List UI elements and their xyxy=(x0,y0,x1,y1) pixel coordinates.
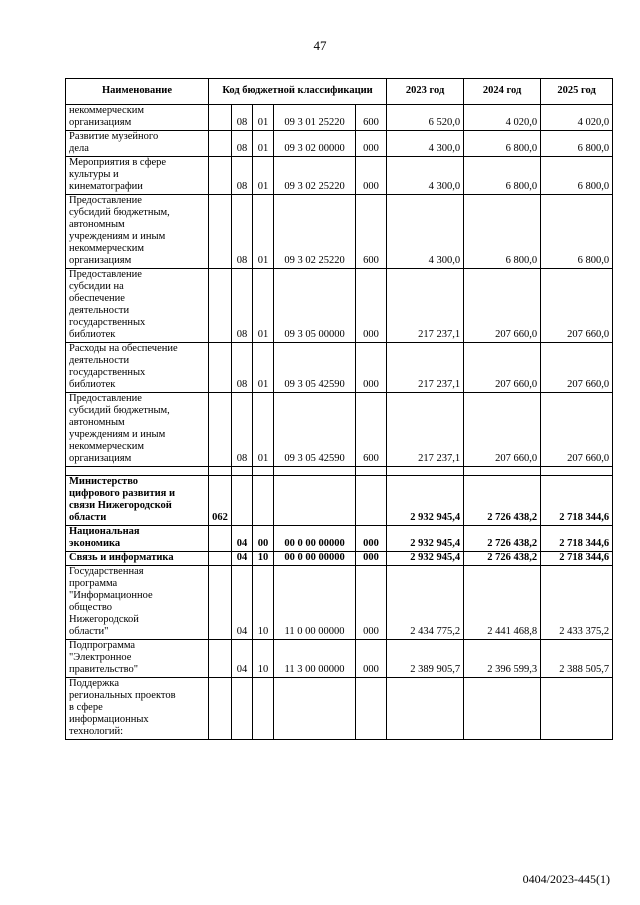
cell-department-code xyxy=(209,393,232,467)
cell-name: Расходы на обеспечение деятельности государственных библиотек xyxy=(66,343,209,393)
cell-subsection-code: 01 xyxy=(253,131,274,157)
cell-department-code xyxy=(209,552,232,566)
cell-department-code xyxy=(209,195,232,269)
cell-expense-type xyxy=(356,476,387,526)
cell-amount-2023: 4 300,0 xyxy=(387,157,464,195)
table-row xyxy=(66,157,613,195)
cell-department-code xyxy=(209,269,232,343)
header-2023: 2023 год xyxy=(387,79,464,105)
cell-section-code: 08 xyxy=(232,131,253,157)
header-2024: 2024 год xyxy=(464,79,541,105)
cell-amount-2023: 2 389 905,7 xyxy=(387,640,464,678)
cell-amount-2023: 4 300,0 xyxy=(387,195,464,269)
cell-department-code xyxy=(209,131,232,157)
cell-subsection-code: 01 xyxy=(253,269,274,343)
cell-amount-2024: 2 726 438,2 xyxy=(464,526,541,552)
cell-subsection-code: 01 xyxy=(253,195,274,269)
table-body xyxy=(66,105,613,740)
cell-department-code xyxy=(209,640,232,678)
cell-section-code: 08 xyxy=(232,393,253,467)
cell-target-article: 09 3 02 25220 xyxy=(274,157,356,195)
cell-name: Связь и информатика xyxy=(66,552,209,566)
cell-amount-2023: 2 434 775,2 xyxy=(387,566,464,640)
table-row xyxy=(66,476,613,526)
table-row xyxy=(66,105,613,131)
cell-department-code: 062 xyxy=(209,476,232,526)
cell-target-article: 09 3 05 00000 xyxy=(274,269,356,343)
document-code: 0404/2023-445(1) xyxy=(522,872,610,886)
cell-target-article xyxy=(274,678,356,740)
cell-section-code xyxy=(232,678,253,740)
cell-section-code: 04 xyxy=(232,566,253,640)
cell-expense-type: 000 xyxy=(356,131,387,157)
header-name: Наименование xyxy=(66,79,209,105)
cell-name: Мероприятия в сфере культуры и кинематографии xyxy=(66,157,209,195)
cell-section-code: 08 xyxy=(232,269,253,343)
cell-amount-2023: 2 932 945,4 xyxy=(387,552,464,566)
cell-amount-2025: 207 660,0 xyxy=(541,269,613,343)
cell-subsection-code xyxy=(253,476,274,526)
cell-department-code xyxy=(209,157,232,195)
cell-target-article: 11 0 00 00000 xyxy=(274,566,356,640)
spacer-cell xyxy=(356,467,387,476)
cell-section-code: 04 xyxy=(232,526,253,552)
cell-name: Предоставление субсидий бюджетным, автономным учреждениям и иным некоммерческим организациям xyxy=(66,195,209,269)
cell-amount-2024 xyxy=(464,678,541,740)
cell-amount-2023: 2 932 945,4 xyxy=(387,476,464,526)
cell-expense-type xyxy=(356,678,387,740)
cell-section-code: 04 xyxy=(232,552,253,566)
cell-amount-2025: 6 800,0 xyxy=(541,195,613,269)
cell-subsection-code: 10 xyxy=(253,640,274,678)
cell-amount-2025: 207 660,0 xyxy=(541,343,613,393)
cell-expense-type: 000 xyxy=(356,526,387,552)
cell-expense-type: 000 xyxy=(356,566,387,640)
cell-name: Поддержка региональных проектов в сфере информационных технологий: xyxy=(66,678,209,740)
cell-subsection-code: 01 xyxy=(253,105,274,131)
cell-amount-2024: 2 396 599,3 xyxy=(464,640,541,678)
cell-department-code xyxy=(209,105,232,131)
table-row xyxy=(66,269,613,343)
cell-target-article: 11 3 00 00000 xyxy=(274,640,356,678)
cell-expense-type: 600 xyxy=(356,195,387,269)
table-row xyxy=(66,526,613,552)
cell-amount-2025: 2 718 344,6 xyxy=(541,526,613,552)
cell-amount-2024: 207 660,0 xyxy=(464,343,541,393)
cell-subsection-code: 01 xyxy=(253,157,274,195)
table-row xyxy=(66,678,613,740)
cell-expense-type: 600 xyxy=(356,393,387,467)
cell-amount-2025: 2 433 375,2 xyxy=(541,566,613,640)
cell-section-code: 04 xyxy=(232,640,253,678)
cell-name: Национальная экономика xyxy=(66,526,209,552)
cell-name: Подпрограмма "Электронное правительство" xyxy=(66,640,209,678)
cell-department-code xyxy=(209,526,232,552)
cell-amount-2025: 4 020,0 xyxy=(541,105,613,131)
cell-department-code xyxy=(209,343,232,393)
cell-amount-2024: 2 441 468,8 xyxy=(464,566,541,640)
cell-target-article: 09 3 02 00000 xyxy=(274,131,356,157)
cell-target-article: 00 0 00 00000 xyxy=(274,526,356,552)
cell-amount-2024: 207 660,0 xyxy=(464,269,541,343)
cell-target-article: 00 0 00 00000 xyxy=(274,552,356,566)
cell-subsection-code: 10 xyxy=(253,552,274,566)
cell-amount-2023: 2 932 945,4 xyxy=(387,526,464,552)
cell-expense-type: 000 xyxy=(356,343,387,393)
header-budget-code: Код бюджетной классификации xyxy=(209,79,387,105)
table-row xyxy=(66,393,613,467)
spacer-cell xyxy=(541,467,613,476)
cell-amount-2024: 6 800,0 xyxy=(464,157,541,195)
cell-target-article xyxy=(274,476,356,526)
cell-section-code xyxy=(232,476,253,526)
spacer-cell xyxy=(253,467,274,476)
cell-amount-2023: 6 520,0 xyxy=(387,105,464,131)
cell-name: Предоставление субсидий бюджетным, автономным учреждениям и иным некоммерческим организациям xyxy=(66,393,209,467)
spacer-cell xyxy=(387,467,464,476)
cell-amount-2024: 4 020,0 xyxy=(464,105,541,131)
cell-target-article: 09 3 05 42590 xyxy=(274,393,356,467)
cell-expense-type: 600 xyxy=(356,105,387,131)
budget-table xyxy=(65,78,613,740)
table-row xyxy=(66,552,613,566)
cell-section-code: 08 xyxy=(232,343,253,393)
spacer-cell xyxy=(232,467,253,476)
cell-subsection-code: 01 xyxy=(253,393,274,467)
cell-amount-2023: 217 237,1 xyxy=(387,393,464,467)
cell-section-code: 08 xyxy=(232,157,253,195)
cell-section-code: 08 xyxy=(232,105,253,131)
cell-subsection-code: 01 xyxy=(253,343,274,393)
cell-amount-2024: 207 660,0 xyxy=(464,393,541,467)
cell-expense-type: 000 xyxy=(356,640,387,678)
cell-name: Государственная программа "Информационное общество Нижегородской области" xyxy=(66,566,209,640)
cell-amount-2024: 2 726 438,2 xyxy=(464,476,541,526)
cell-amount-2024: 6 800,0 xyxy=(464,131,541,157)
cell-subsection-code: 10 xyxy=(253,566,274,640)
cell-amount-2025: 2 388 505,7 xyxy=(541,640,613,678)
spacer-cell xyxy=(274,467,356,476)
table-header-row xyxy=(66,79,613,105)
cell-name: некоммерческим организациям xyxy=(66,105,209,131)
cell-amount-2025: 6 800,0 xyxy=(541,131,613,157)
cell-name: Развитие музейного дела xyxy=(66,131,209,157)
cell-expense-type: 000 xyxy=(356,552,387,566)
table-row xyxy=(66,195,613,269)
spacer-row xyxy=(66,467,613,476)
cell-amount-2023 xyxy=(387,678,464,740)
cell-section-code: 08 xyxy=(232,195,253,269)
cell-amount-2023: 217 237,1 xyxy=(387,343,464,393)
table-row xyxy=(66,640,613,678)
spacer-cell xyxy=(66,467,209,476)
cell-amount-2023: 4 300,0 xyxy=(387,131,464,157)
cell-amount-2025 xyxy=(541,678,613,740)
cell-target-article: 09 3 02 25220 xyxy=(274,195,356,269)
table-row xyxy=(66,343,613,393)
cell-target-article: 09 3 05 42590 xyxy=(274,343,356,393)
cell-subsection-code: 00 xyxy=(253,526,274,552)
table-row xyxy=(66,131,613,157)
cell-expense-type: 000 xyxy=(356,269,387,343)
cell-subsection-code xyxy=(253,678,274,740)
cell-amount-2024: 2 726 438,2 xyxy=(464,552,541,566)
cell-name: Предоставление субсидии на обеспечение деятельности государственных библиотек xyxy=(66,269,209,343)
table-row xyxy=(66,566,613,640)
cell-name: Министерство цифрового развития и связи Нижегородской области xyxy=(66,476,209,526)
page-number: 47 xyxy=(313,38,327,53)
cell-amount-2025: 207 660,0 xyxy=(541,393,613,467)
cell-department-code xyxy=(209,678,232,740)
cell-expense-type: 000 xyxy=(356,157,387,195)
cell-department-code xyxy=(209,566,232,640)
spacer-cell xyxy=(209,467,232,476)
header-2025: 2025 год xyxy=(541,79,613,105)
cell-amount-2025: 2 718 344,6 xyxy=(541,476,613,526)
cell-target-article: 09 3 01 25220 xyxy=(274,105,356,131)
cell-amount-2025: 6 800,0 xyxy=(541,157,613,195)
cell-amount-2023: 217 237,1 xyxy=(387,269,464,343)
cell-amount-2025: 2 718 344,6 xyxy=(541,552,613,566)
cell-amount-2024: 6 800,0 xyxy=(464,195,541,269)
spacer-cell xyxy=(464,467,541,476)
